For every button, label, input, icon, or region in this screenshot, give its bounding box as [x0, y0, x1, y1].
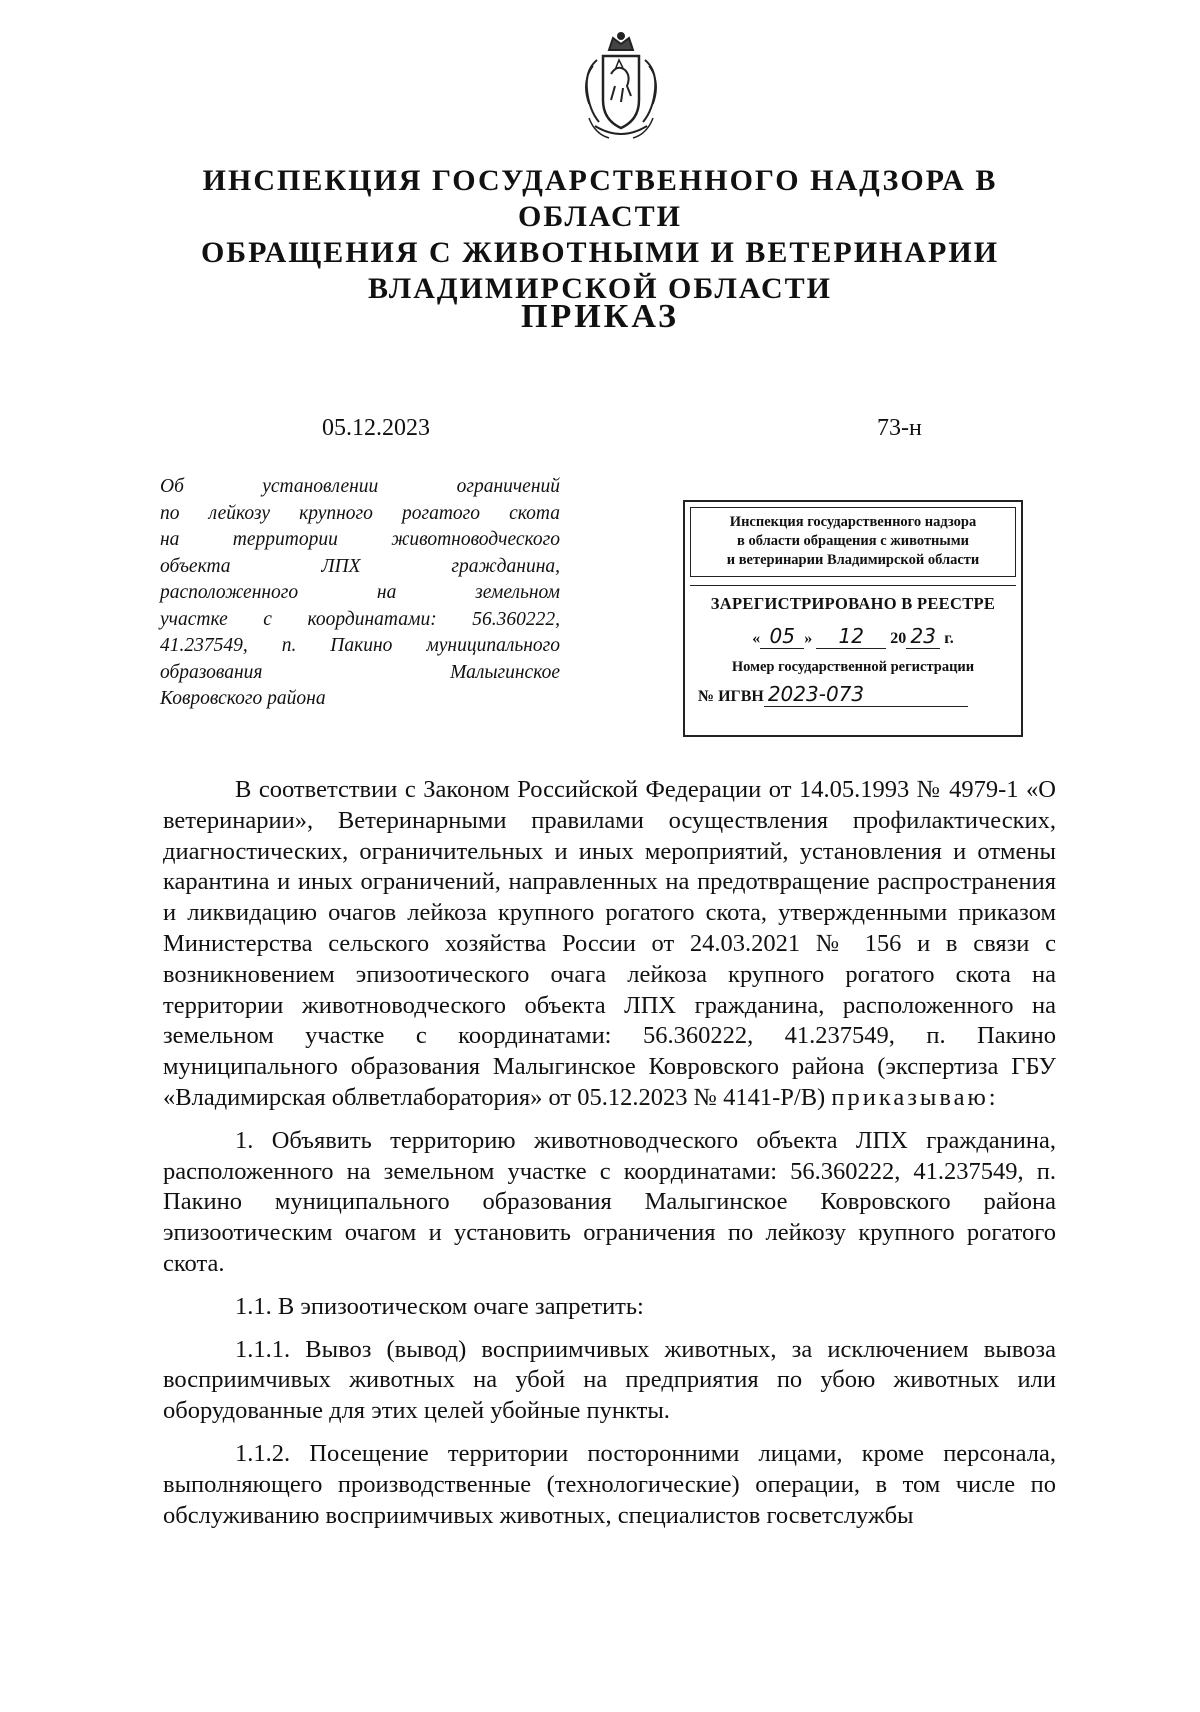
order-item: 1.1. В эпизоотическом очаге запретить: — [235, 1292, 644, 1320]
subject-line: на территории животноводческого — [160, 529, 560, 550]
preamble-text: В соответствии с Законом Российской Федерации от 14.05.1993 № 4979-1 «О ветеринарии», Ветеринарными правилами осуществления профилактических, диагностических, ограничительных и иных мероприятий, установления и отмены карантина и иных ограничений, направленных на предотвращение распространения и ликвидацию очагов лейкоза крупного рогатого скота, утвержденными приказом Министерства сельского хозяйства России от 24.03.2021 № 156 и в связи с возникновением эпизоотического очага лейкоза крупного рогатого скота на территории животноводческого объекта ЛПХ гражданина, расположенного на земельном участке с координатами: 56.360222, 41.237549, п. Пакино муниципального образования Малыгинское Ковровского района (экспертиза ГБУ «Владимирская облветлаборатория» от 05.12.2023 № 4141-Р/В) — [163, 776, 1056, 1111]
subject-line: расположенного на земельном — [160, 582, 560, 603]
stamp-year-suffix: 23 — [906, 624, 940, 649]
stamp-reg-number-label: Номер государственной регистрации — [731, 659, 975, 675]
stamp-reg-number — [698, 682, 1008, 707]
order-word: приказываю: — [831, 1083, 999, 1111]
stamp-reg-prefix: № ИГВН — [698, 688, 764, 705]
order-item: 1.1.2. Посещение территории посторонними лицами, кроме персонала, выполняющего производственные (технологические) операции, в том числе по обслуживанию восприимчивых животных, специалистов госветслужбы — [163, 1439, 1056, 1529]
stamp-date: « 05 » 12 20 23 г. — [752, 624, 954, 648]
stamp-day: 05 — [760, 624, 804, 649]
stamp-org-line: Инспекция государственного надзора — [729, 514, 977, 530]
document-date: 05.12.2023 — [322, 415, 430, 441]
stamp-month: 12 — [816, 624, 886, 649]
order-item: 1.1.1. Вывоз (вывод) восприимчивых животных, за исключением вывоза восприимчивых животных на убой на предприятия по убою животных или оборудованные для этих целей убойные пункты. — [163, 1335, 1056, 1425]
org-title-line: ОБРАЩЕНИЯ С ЖИВОТНЫМИ И ВЕТЕРИНАРИИ — [200, 236, 1000, 269]
stamp-reg-number-value: 2023-073 — [764, 682, 968, 707]
subject-line: Ковровского района — [160, 688, 326, 709]
registration-stamp — [683, 500, 1023, 737]
coat-of-arms-emblem — [575, 30, 667, 146]
stamp-org-line: и ветеринарии Владимирской области — [726, 552, 980, 568]
subject-line: 41.237549, п. Пакино муниципального — [160, 635, 560, 656]
subject-line: участке с координатами: 56.360222, — [160, 608, 560, 630]
stamp-organization — [690, 507, 1016, 577]
stamp-registered-label: ЗАРЕГИСТРИРОВАНО В РЕЕСТРЕ — [710, 594, 996, 613]
organization-title — [120, 163, 1080, 307]
stamp-year-unit: г. — [944, 630, 954, 647]
stamp-year-prefix: 20 — [890, 630, 907, 647]
document-body — [163, 775, 1056, 1543]
order-item: 1. Объявить территорию животноводческого объекта ЛПХ гражданина, расположенного на земельном участке с координатами: 56.360222, 41.237549, п. Пакино муниципального образования Малыгинское Ковровского района эпизоотическим очагом и установить ограничения по лейкозу крупного рогатого скота. — [163, 1126, 1056, 1277]
document-subject — [160, 474, 560, 713]
subject-line: Об установлении ограничений — [160, 476, 560, 497]
subject-line: образования Малыгинское — [160, 661, 560, 683]
subject-line: по лейкозу крупного рогатого скота — [160, 502, 560, 524]
stamp-registration-block — [690, 585, 1016, 707]
document-number: 73-н — [877, 415, 922, 441]
stamp-org-line: в области обращения с животными — [737, 533, 969, 549]
org-title-line: ИНСПЕКЦИЯ ГОСУДАРСТВЕННОГО НАДЗОРА В ОБЛАСТИ — [202, 164, 998, 233]
org-title-line: ВЛАДИМИРСКОЙ ОБЛАСТИ — [368, 272, 832, 305]
subject-line: объекта ЛПХ гражданина, — [160, 555, 560, 577]
preamble-paragraph — [163, 775, 1056, 1114]
document-type-title: ПРИКАЗ — [521, 298, 679, 335]
